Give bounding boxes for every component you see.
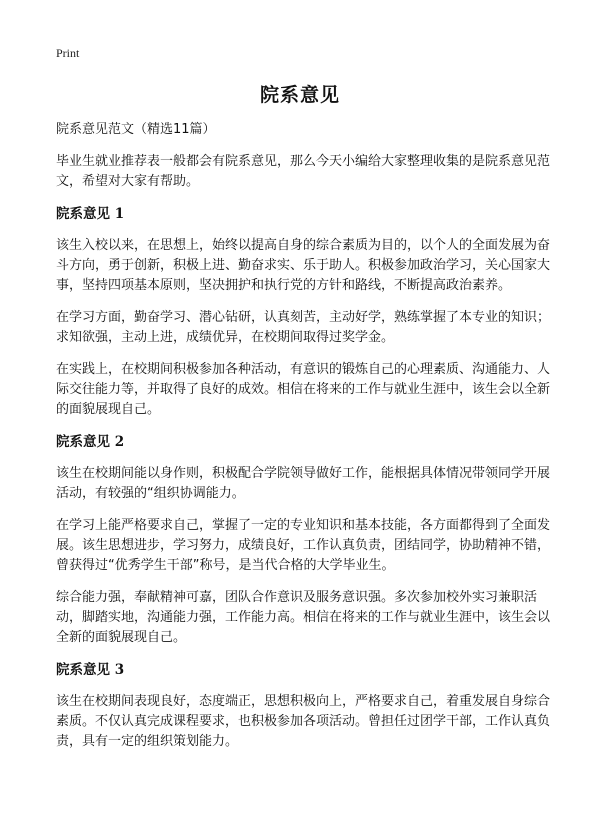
paragraph: 在学习方面，勤奋学习、潜心钻研，认真刻苦，主动好学，熟练掌握了本专业的知识；求知欲强，主动上进，成绩优异，在校期间取得过奖学金。 xyxy=(56,310,551,345)
page-title: 院系意见 xyxy=(259,84,340,106)
document-content xyxy=(56,120,556,764)
paragraph: 该生在校期间能以身作则，积极配合学院领导做好工作，能根据具体情况带领同学开展活动，有较强的“组织协调能力。 xyxy=(56,466,551,501)
paragraph: 该生在校期间表现良好，态度端正，思想积极向上，严格要求自己，着重发展自身综合素质。不仅认真完成课程要求，也积极参加各项活动。曾担任过团学干部，工作认真负责，具有一定的组织策划能力。 xyxy=(56,694,551,749)
paragraph: 该生入校以来，在思想上，始终以提高自身的综合素质为目的，以个人的全面发展为奋斗方向，勇于创新，积极上进、勤奋求实、乐于助人。积极参加政治学习，关心国家大事，坚持四项基本原则，坚决拥护和执行党的方针和路线，不断提高政治素养。 xyxy=(56,238,551,293)
intro-paragraph: 毕业生就业推荐表一般都会有院系意见，那么今天小编给大家整理收集的是院系意见范文，希望对大家有帮助。 xyxy=(56,154,551,189)
section-heading: 院系意见 2 xyxy=(56,434,125,450)
print-link[interactable]: Print xyxy=(56,46,80,60)
section-heading: 院系意见 3 xyxy=(56,662,125,678)
document-subtitle: 院系意见范文（精选11篇） xyxy=(56,122,216,137)
paragraph: 在实践上，在校期间积极参加各种活动，有意识的锻炼自己的心理素质、沟通能力、人际交往能力等，并取得了良好的成效。相信在将来的工作与就业生涯中，该生会以全新的面貌展现自己。 xyxy=(56,362,551,417)
paragraph: 综合能力强，奉献精神可嘉，团队合作意识及服务意识强。多次参加校外实习兼职活动，脚踏实地，沟通能力强，工作能力高。相信在将来的工作与就业生涯中，该生会以全新的面貌展现自己。 xyxy=(56,590,551,645)
paragraph: 在学习上能严格要求自己，掌握了一定的专业知识和基本技能，各方面都得到了全面发展。该生思想进步，学习努力，成绩良好，工作认真负责，团结同学，协助精神不错，曾获得过“优秀学生干部”称号，是当代合格的大学毕业生。 xyxy=(56,518,551,573)
section-heading: 院系意见 1 xyxy=(56,206,125,222)
